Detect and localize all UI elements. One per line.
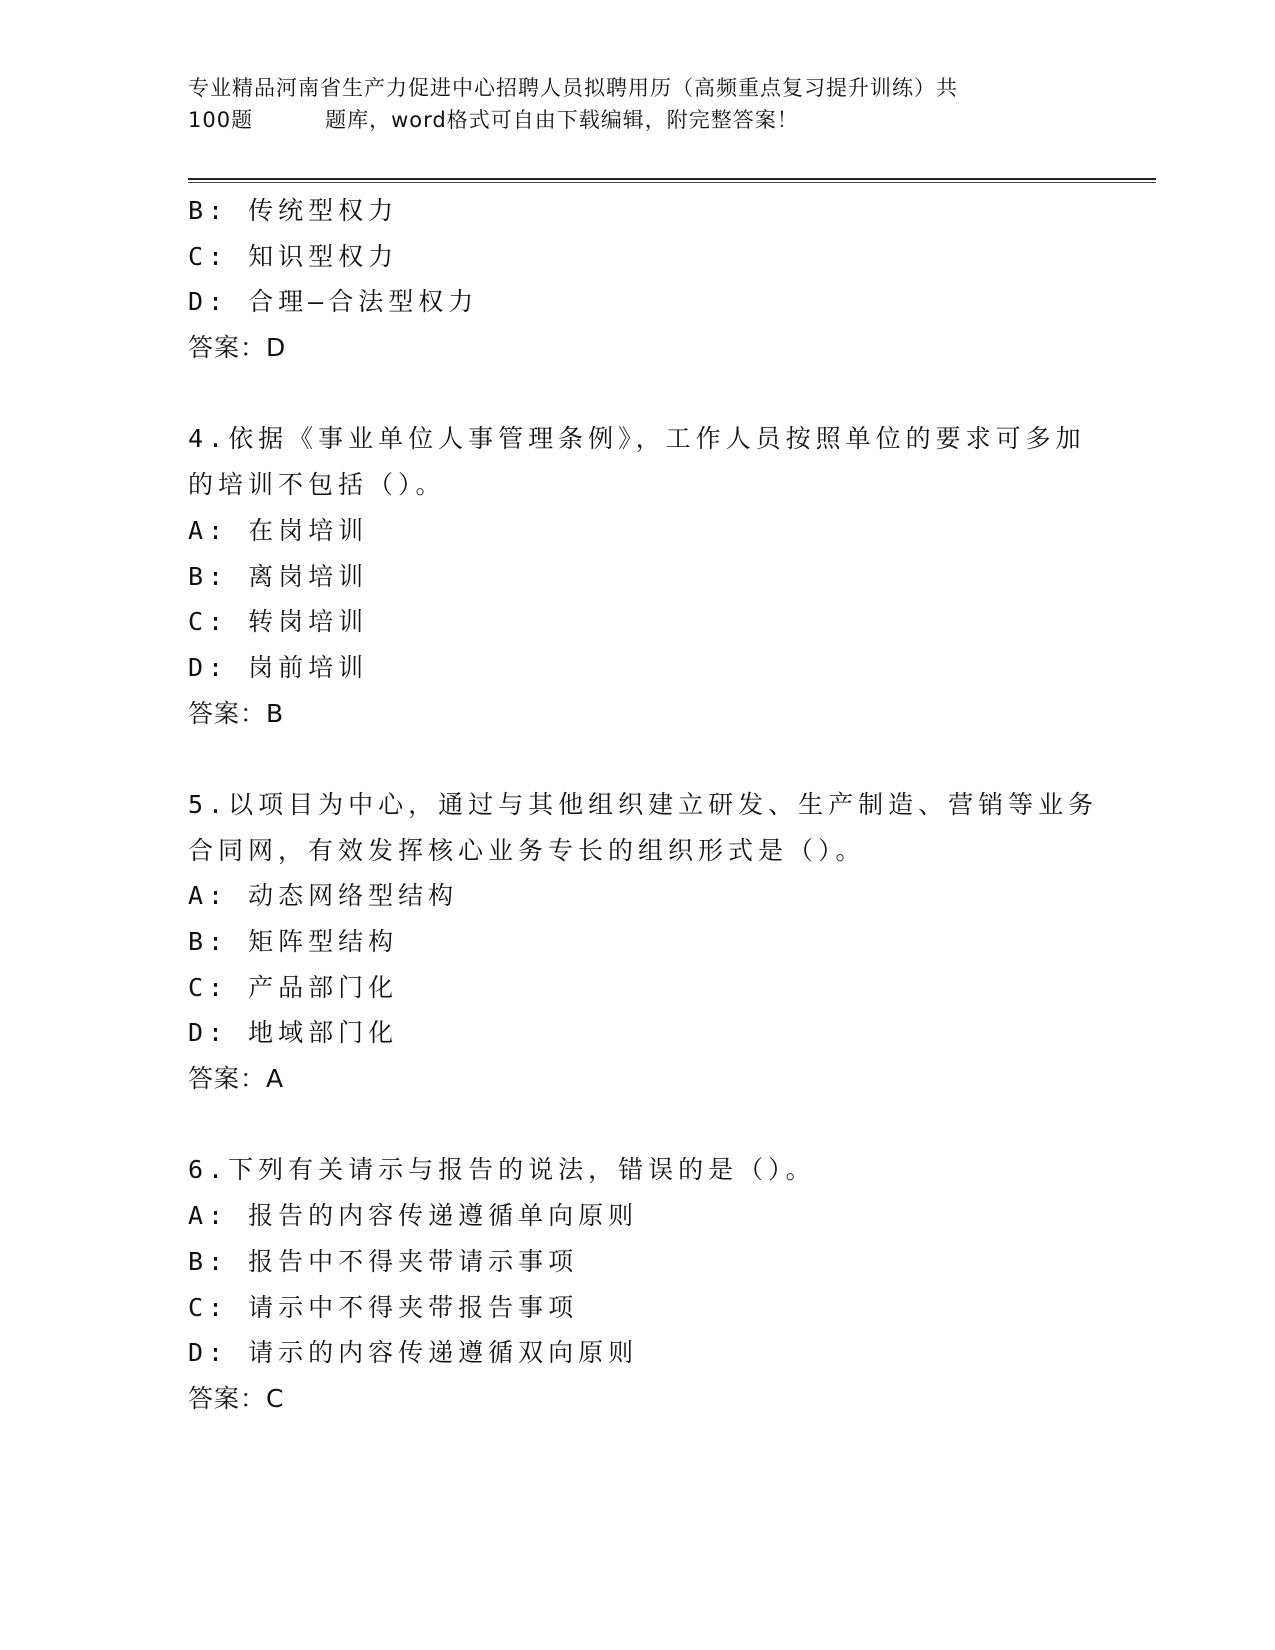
question-block-4 (188, 416, 1088, 736)
question-block-5 (188, 782, 1099, 1102)
option-d: D: 地域部门化 (188, 1018, 399, 1048)
option-d: D: 请示的内容传递遵循双向原则 (188, 1338, 639, 1368)
question-text-line-1: 4.依据《事业单位人事管理条例》，工作人员按照单位的要求可多加 (188, 424, 1086, 454)
header-question-count: 100题 (188, 108, 254, 132)
page-header (188, 72, 1088, 136)
option-c: C: 知识型权力 (188, 241, 399, 271)
header-divider-thin (188, 182, 1156, 183)
option-b: B: 报告中不得夹带请示事项 (188, 1246, 579, 1276)
option-c: C: 转岗培训 (188, 607, 369, 637)
question-block-continued (188, 188, 1088, 371)
spacer (188, 736, 1088, 782)
option-d: D: 岗前培训 (188, 652, 369, 682)
answer-line: 答案：C (188, 1383, 285, 1413)
spacer (188, 1102, 1088, 1148)
answer-line: 答案：A (188, 1064, 285, 1094)
answer-line: 答案：D (188, 333, 287, 363)
option-b: B: 离岗培训 (188, 561, 369, 591)
option-a: A: 报告的内容传递遵循单向原则 (188, 1201, 639, 1231)
option-b: B: 矩阵型结构 (188, 927, 399, 956)
question-block-6 (188, 1147, 1088, 1421)
option-d: D: 合理—合法型权力 (188, 287, 479, 317)
option-a: A: 动态网络型结构 (188, 881, 459, 911)
question-text-line-2: 的培训不包括（）。 (188, 470, 446, 500)
answer-line: 答案：B (188, 698, 285, 728)
option-c: C: 请示中不得夹带报告事项 (188, 1292, 579, 1322)
header-title-line-2 (188, 104, 1088, 136)
header-description: 题库，word格式可自由下载编辑，附完整答案！ (325, 108, 799, 132)
question-text-line-1: 5.以项目为中心，通过与其他组织建立研发、生产制造、营销等业务 (188, 789, 1099, 819)
question-text-line-1: 6.下列有关请示与报告的说法，错误的是（）。 (188, 1155, 816, 1185)
question-text-line-2: 合同网，有效发挥核心业务专长的组织形式是（）。 (188, 835, 866, 865)
option-c: C: 产品部门化 (188, 972, 399, 1002)
option-a: A: 在岗培训 (188, 515, 369, 545)
spacer (188, 371, 1088, 417)
document-body (188, 188, 1099, 1422)
header-divider-thick (188, 178, 1156, 180)
option-b: B: 传统型权力 (188, 196, 399, 225)
header-title-line-1: 专业精品河南省生产力促进中心招聘人员拟聘用历（高频重点复习提升训练）共 (188, 76, 958, 100)
